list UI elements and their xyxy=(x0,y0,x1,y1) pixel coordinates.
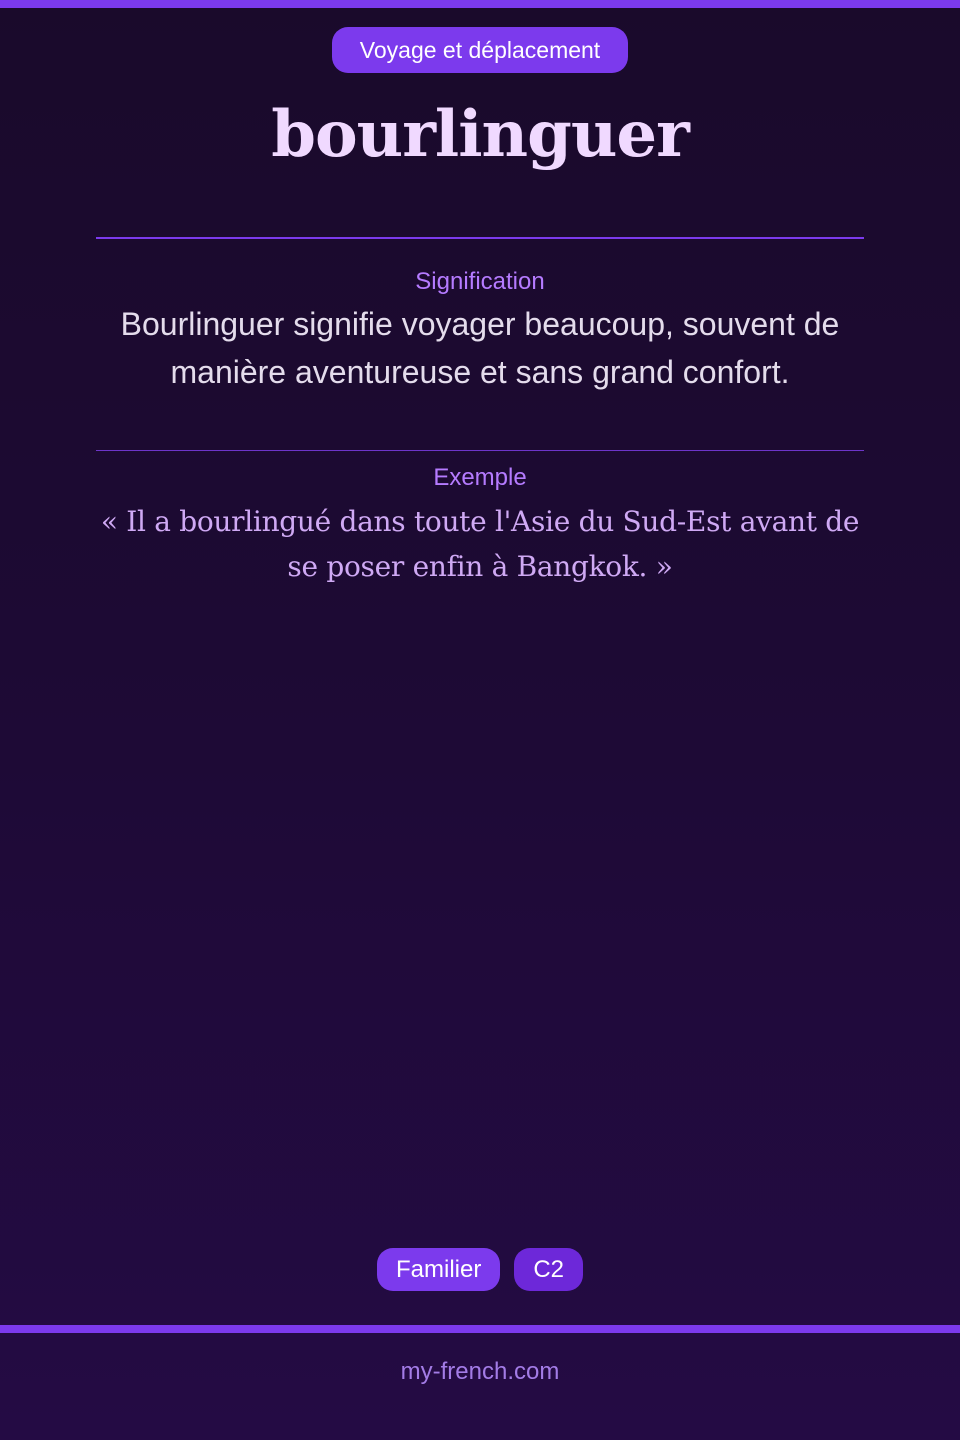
example-sentence: « Il a bourlingué dans toute l'Asie du Sud-Est avant de se poser enfin à Bangkok. » xyxy=(100,505,860,583)
headword-title: bourlinguer xyxy=(271,97,689,172)
footer-accent-bar xyxy=(0,1325,960,1333)
meaning-text: Bourlinguer signifie voyager beaucoup, souvent de manière aventureuse et sans grand confort. xyxy=(120,306,840,390)
register-tag: Familier xyxy=(377,1248,500,1291)
tag-row xyxy=(0,1248,960,1291)
footer-site-name: my-french.com xyxy=(400,1358,560,1385)
level-tag: C2 xyxy=(514,1248,583,1291)
section-divider xyxy=(96,450,864,451)
top-accent-bar xyxy=(0,0,960,8)
category-badge: Voyage et déplacement xyxy=(332,27,628,73)
example-label: Exemple xyxy=(433,464,527,491)
meaning-label: Signification xyxy=(415,268,545,295)
section-divider xyxy=(96,237,864,239)
